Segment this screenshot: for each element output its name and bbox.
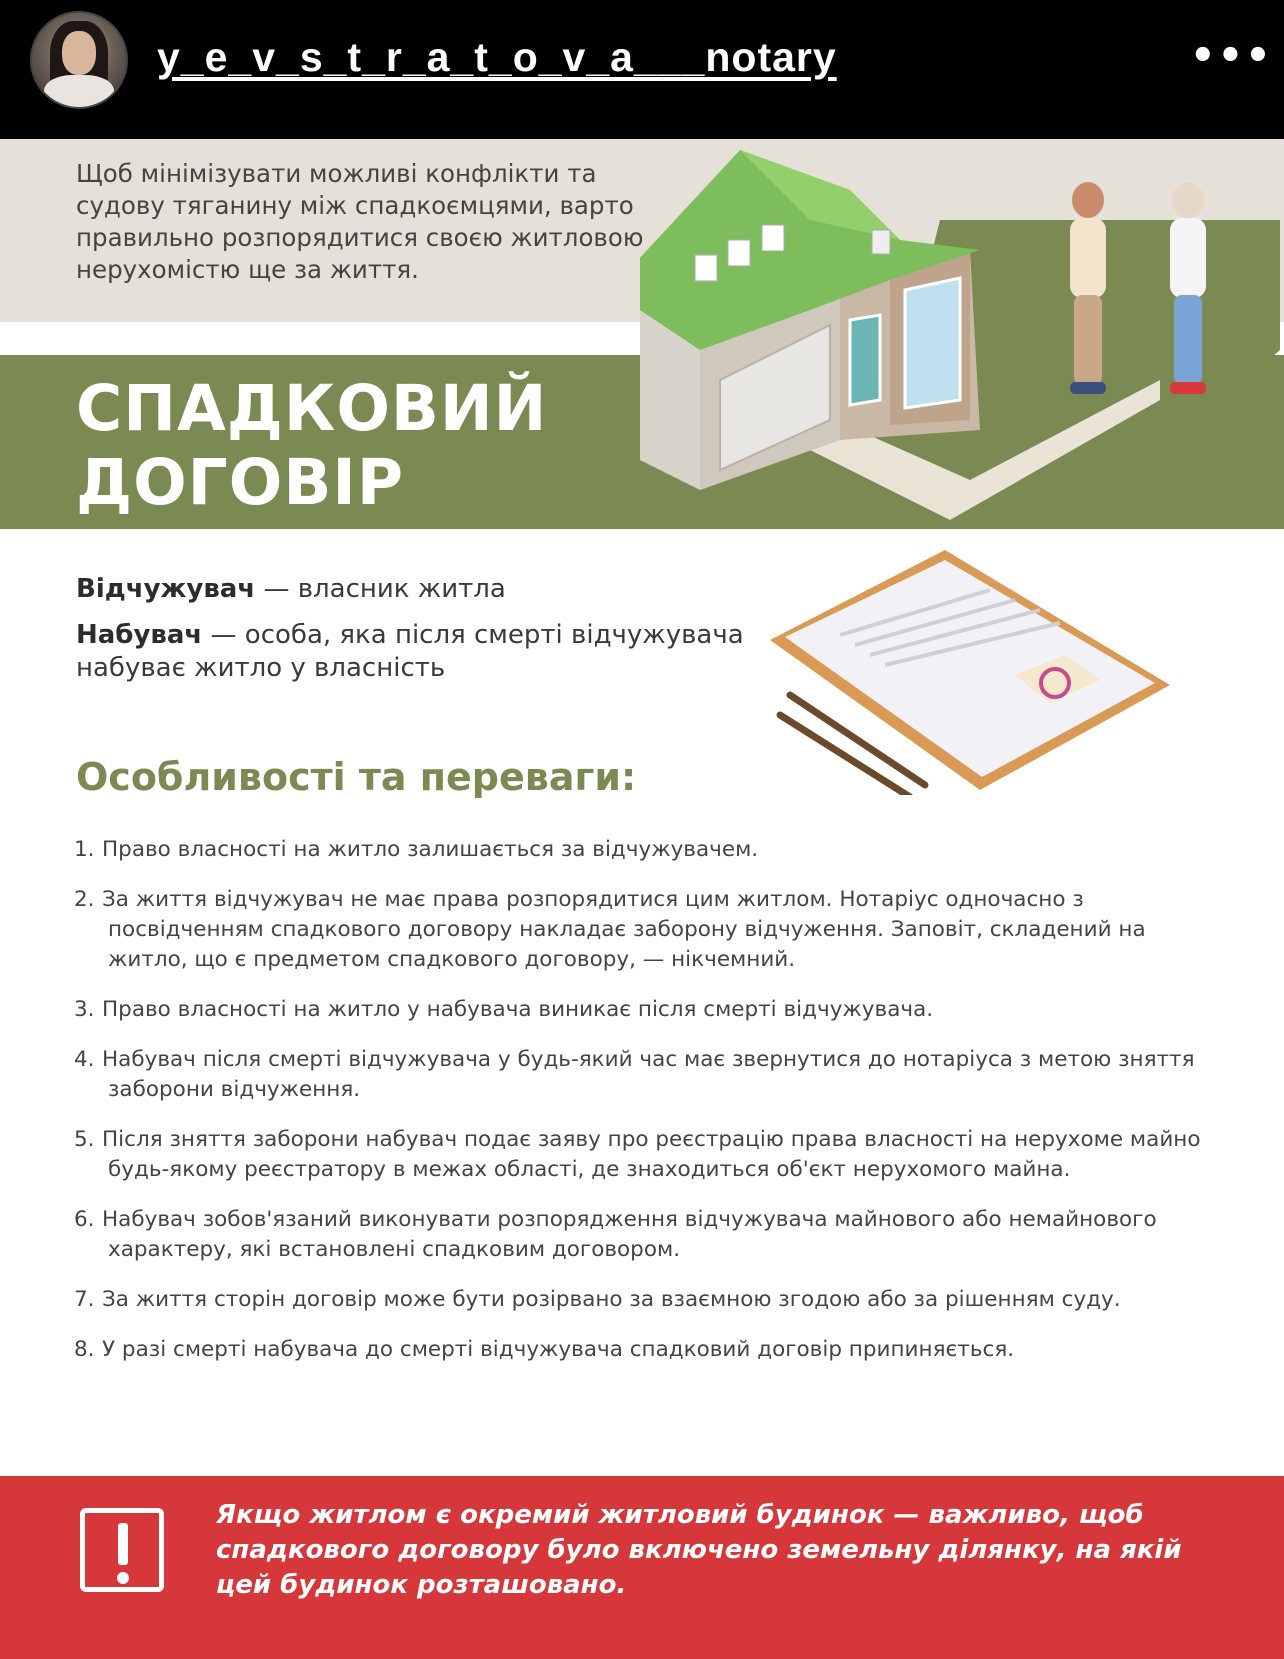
item-number: 8. [74,1337,95,1362]
document-illustration [760,545,1180,795]
person-right [1170,182,1206,394]
person-left [1070,182,1106,394]
features-heading: Особливості та переваги: [76,755,637,799]
item-number: 3. [74,997,95,1022]
house-illustration [640,150,1280,530]
item-text: Після зняття заборони набувач подає заяву про реєстрацію права власності на нерухоме майно будь-якому реєстратору в межах області, де знаходиться об'єкт нерухомого майна. [102,1127,1201,1182]
item-number: 4. [74,1047,95,1072]
chimney [872,230,890,254]
item-text: Право власності на житло залишається за відчужувачем. [102,837,759,862]
list-item [74,885,1214,975]
definition-text: — власник житла [255,574,506,604]
list-item [74,1045,1214,1105]
pen-2 [780,715,910,795]
item-text: Право власності на житло у набувача виникає після смерті відчужувача. [102,997,934,1022]
item-number: 5. [74,1127,95,1152]
exclamation-dot [117,1572,129,1584]
list-item [74,1335,1214,1365]
definition-term: Відчужувач [76,574,256,604]
definition-buyer [76,619,776,685]
list-item [74,995,1214,1025]
avatar-body [44,75,114,109]
list-item [74,1205,1214,1265]
list-item [74,835,1214,865]
item-text: Набувач після смерті відчужувача у будь-який час має звернутися до нотаріуса з метою зняття заборони відчуження. [102,1047,1195,1102]
paper [785,560,1155,777]
item-text: За життя відчужувач не має права розпорядитися цим житлом. Нотаріус одночасно з посвідченням спадкового договору накладає заборону відчуження. Заповіт, складений на житло, що є предметом спадкового договору, — нікчемний. [102,887,1146,972]
warning-text: Якщо житлом є окремий житловий будинок — важливо, щоб спадкового договору було включено земельну ділянку, на якій цей будинок розташовано. [216,1500,1182,1600]
title-line-2: ДОГОВІР [76,446,404,519]
item-text: Набувач зобов'язаний виконувати розпорядження відчужувача майнового або немайнового характеру, які встановлені спадковим договором. [102,1207,1157,1262]
exclamation-bar [118,1523,128,1565]
item-number: 2. [74,887,95,912]
exclamation-icon [80,1508,164,1592]
dormer-1 [695,255,717,281]
item-text: У разі смерті набувача до смерті відчужувача спадковий договір припиняється. [102,1337,1015,1362]
dormer-3 [762,225,784,251]
definition-term: Набувач [76,620,203,650]
item-number: 1. [74,837,95,862]
definition-seller [76,573,776,606]
page-title [76,372,547,520]
list-item [74,1125,1214,1185]
avatar-face [62,31,96,75]
list-item [74,1285,1214,1315]
avatar[interactable] [30,11,128,109]
warning-banner [0,1476,1284,1659]
features-list [74,835,1214,1385]
item-text: За життя сторін договір може бути розірвано за взаємною згодою або за рішенням суду. [102,1287,1121,1312]
definitions [76,573,776,698]
title-line-1: СПАДКОВИЙ [76,372,548,445]
item-number: 7. [74,1287,95,1312]
dormer-2 [728,240,750,266]
definition-text: — особа, яка після смерті відчужувача набуває житло у власність [76,620,744,683]
more-options-icon[interactable]: ••• [1190,33,1273,79]
username-link[interactable]: y_e_v_s_t_r_a_t_o_v_a___notary [157,34,837,80]
front-door [850,315,880,405]
big-window [905,278,960,408]
post-header [0,0,1284,139]
intro-text: Щоб мінімізувати можливі конфлікти та судову тяганину між спадкоємцями, варто правильно розпорядитися своєю житловою нерухомістю ще за життя. [76,159,644,284]
item-number: 6. [74,1207,95,1232]
